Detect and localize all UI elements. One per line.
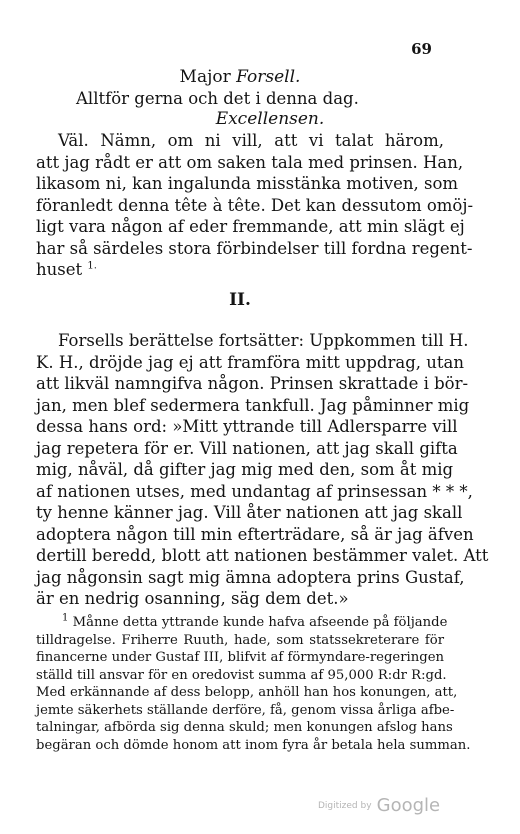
dialogue-major-forsell — [36, 66, 444, 110]
speaker-name: Excellensen. — [215, 109, 325, 129]
paragraph-line: mig, nåväl, då gifter jag mig med den, som åt mig — [36, 460, 454, 479]
digitized-watermark — [318, 795, 440, 816]
footnote-line: Med erkännande af dess belopp, anhöll han hos konungen, att, — [36, 685, 458, 700]
dialogue-excellensen — [36, 108, 474, 281]
dialogue-line — [36, 259, 444, 281]
footnote-line: talningar, afbörda sig denna skuld; men konungen afslog hans — [36, 720, 453, 735]
section-heading-block — [36, 290, 444, 310]
paragraph-line: att likväl namngifva någon. Prinsen skrattade i bör- — [36, 374, 469, 393]
paragraph-line: dertill beredd, blott att nationen bestämmer valet. Att — [36, 546, 489, 565]
footnote-reference: 1. — [87, 260, 97, 272]
dialogue-line: likasom ni, kan ingalunda misstänka motiven, som — [36, 174, 459, 193]
footnote-marker: 1 — [62, 612, 69, 624]
footnote-text: Månne detta yttrande kunde hafva afseende på följande — [72, 615, 448, 630]
footnote-line: tilldragelse. Friherre Ruuth, hade, som statssekreterare för — [36, 632, 444, 648]
paragraph-line: K. H., dröjde jag ej att framföra mitt uppdrag, utan — [36, 352, 464, 372]
footnote-line: begäran och dömde honom att inom fyra år betala hela summan. — [36, 737, 471, 753]
dialogue-line: Alltför gerna och det i denna dag. — [76, 89, 359, 108]
paragraph-line: jag någonsin sagt mig ämna adoptera prins Gustaf, — [36, 567, 465, 587]
page-number: 69 — [411, 40, 432, 58]
paragraph-line: är en nedrig osanning, säg dem det.» — [36, 589, 349, 608]
footnote-line: ställd till ansvar för en oredovist summa af 95,000 R:dr R:gd. — [36, 667, 447, 683]
paragraph-line: Forsells berättelse fortsätter: Uppkommen till H. — [58, 331, 469, 350]
paragraph-line: ty henne känner jag. Vill åter nationen att jag skall — [36, 503, 463, 522]
footnote-line: financerne under Gustaf III, blifvit af förmyndare-regeringen — [36, 650, 444, 665]
watermark-brand: Google — [376, 795, 441, 816]
dialogue-line: att jag rådt er att om saken tala med prinsen. Han, — [36, 152, 464, 172]
dialogue-line: Väl. Nämn, om ni vill, att vi talat härom, — [58, 131, 444, 150]
paragraph-line: jan, men blef sedermera tankfull. Jag påminner mig — [36, 395, 470, 415]
speaker-prefix: Major — [179, 67, 231, 87]
dialogue-line: föranledt denna tête à tête. Det kan dessutom omöj- — [36, 195, 474, 215]
dialogue-line: har så särdeles stora förbindelser till fordna regent- — [36, 238, 473, 258]
footnote — [36, 612, 471, 754]
main-paragraph — [36, 330, 489, 610]
speaker-name: Forsell. — [236, 67, 301, 87]
paragraph-line: jag repetera för er. Vill nationen, att jag skall gifta — [36, 438, 458, 458]
paragraph-line: dessa hans ord: »Mitt yttrande till Adlersparre vill — [36, 417, 458, 436]
paragraph-line: adoptera någon till min efterträdare, så är jag äfven — [36, 524, 474, 544]
dialogue-line: ligt vara någon af eder fremmande, att min slägt ej — [36, 217, 465, 236]
footnote-line: jemte säkerhets ställande derföre, få, genom vissa årliga afbe- — [36, 702, 455, 718]
speaker-excellensen — [36, 108, 444, 130]
speaker-major-forsell — [36, 66, 444, 88]
section-heading: II. — [229, 290, 251, 310]
paragraph-line: af nationen utses, med undantag af prinsessan * * *, — [36, 481, 473, 501]
footnote-line — [36, 612, 448, 632]
dialogue-last-word: huset — [36, 260, 83, 279]
watermark-prefix: Digitized by — [318, 801, 372, 811]
